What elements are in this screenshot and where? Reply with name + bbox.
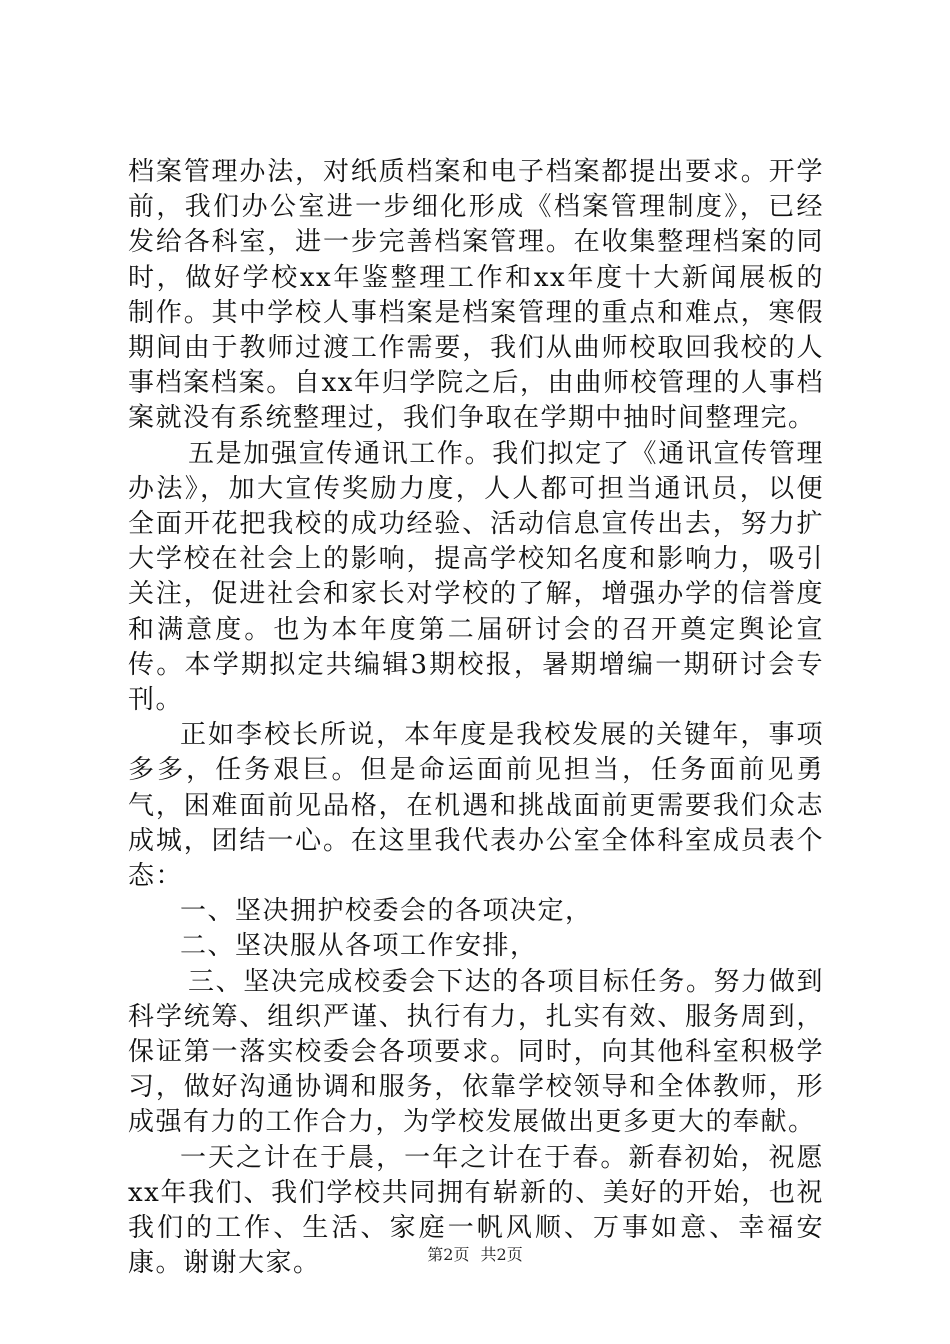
page-number: 第2页 xyxy=(427,1245,470,1264)
page-footer xyxy=(0,1245,950,1265)
paragraph-pledge-two: 二、坚决服从各项工作安排， xyxy=(180,931,538,962)
paragraph-publicity-work: 五是加强宣传通讯工作。我们拟定了《通讯宣传管理办法》，加大宣传奖励力度，人人都可担当通讯员，以便全面开花把我校的成功经验、活动信息宣传出去，努力扩大学校在社会上的影响，提高学校知名度和影响力，吸引关注，促进社会和家长对学校的了解，增强办学的信誉度和满意度。也为本年度第二届研讨会的召开奠定舆论宣传。本学期拟定共编辑3期校报，暑期增编一期研讨会专刊。 xyxy=(128,438,824,716)
paragraph-closing: 一天之计在于晨，一年之计在于春。新春初始，祝愿xx年我们、我们学校共同拥有崭新的、美好的开始，也祝我们的工作、生活、家庭一帆风顺、万事如意、幸福安康。谢谢大家。 xyxy=(128,1142,824,1279)
paragraph-pledge-one: 一、坚决拥护校委会的各项决定， xyxy=(180,896,593,927)
paragraph-pledge-three: 三、坚决完成校委会下达的各项目标任务。努力做到科学统筹、组织严谨、执行有力，扎实有效、服务周到，保证第一落实校委会各项要求。同时，向其他科室积极学习，做好沟通协调和服务，依靠学校领导和全体教师，形成强有力的工作合力，为学校发展做出更多更大的奉献。 xyxy=(128,966,824,1138)
paragraph-principal-remarks: 正如李校长所说，本年度是我校发展的关键年，事项多多，任务艰巨。但是命运面前见担当，任务面前见勇气，困难面前见品格，在机遇和挑战面前更需要我们众志成城，团结一心。在这里我代表办公室全体科室成员表个态： xyxy=(128,720,824,892)
page-total: 共2页 xyxy=(480,1245,523,1264)
paragraph-archive-management: 档案管理办法，对纸质档案和电子档案都提出要求。开学前，我们办公室进一步细化形成《档案管理制度》，已经发给各科室，进一步完善档案管理。在收集整理档案的同时，做好学校xx年鉴整理工作和xx年度十大新闻展板的制作。其中学校人事档案是档案管理的重点和难点，寒假期间由于教师过渡工作需要，我们从曲师校取回我校的人事档案档案。自xx年归学院之后，由曲师校管理的人事档案就没有系统整理过，我们争取在学期中抽时间整理完。 xyxy=(128,157,824,434)
document-body xyxy=(128,155,824,1282)
